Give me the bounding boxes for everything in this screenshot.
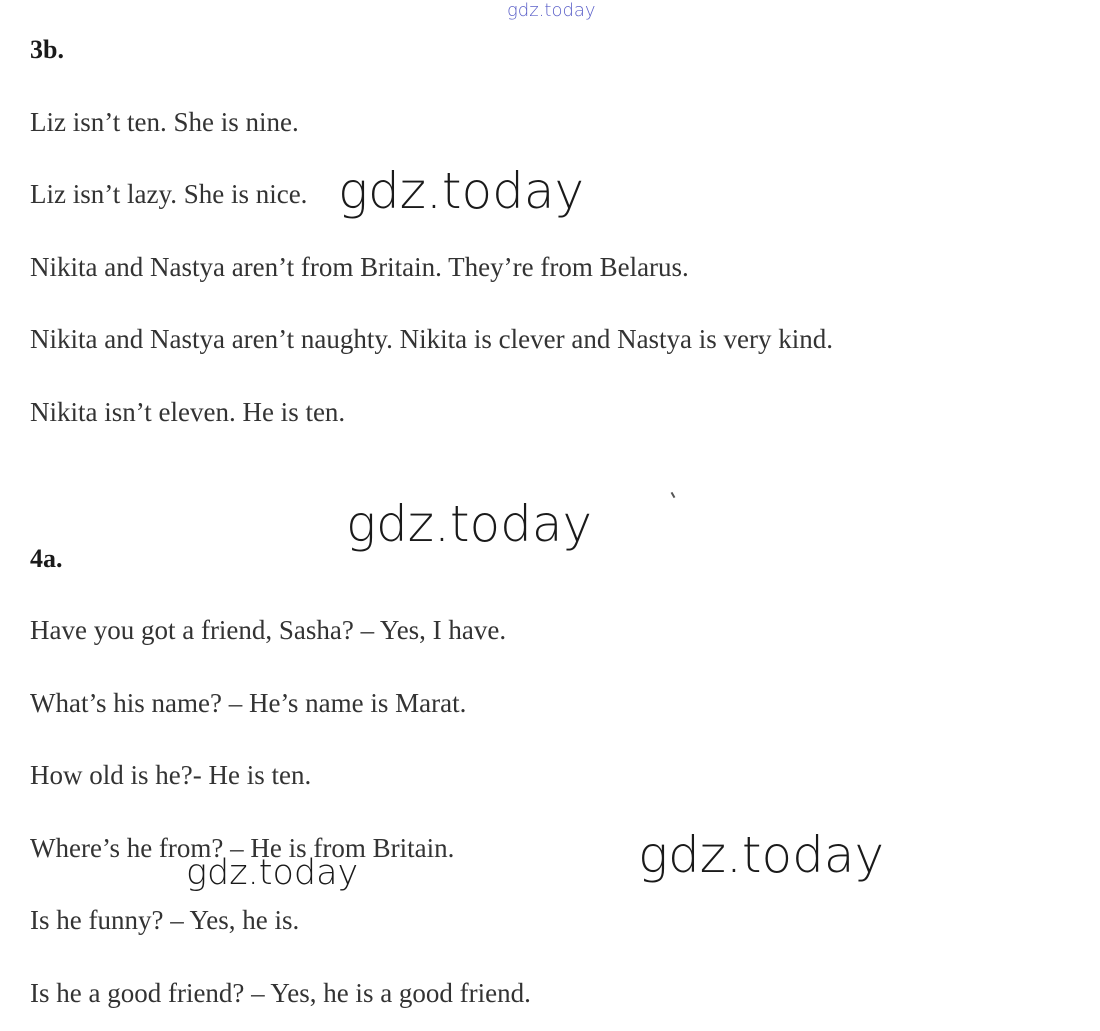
heading-3b: 3b. — [30, 35, 64, 64]
answer-line-3b-2: Liz isn’t lazy. She is nice. — [30, 179, 308, 209]
heading-4a: 4a. — [30, 544, 63, 573]
answer-line-4a-4: Where’s he from? – He is from Britain. — [30, 833, 455, 863]
answer-line-4a-2: What’s his name? – He’s name is Marat. — [30, 688, 467, 718]
answer-line-4a-1: Have you got a friend, Sasha? – Yes, I have. — [30, 615, 507, 645]
answer-line-3b-5: Nikita isn’t eleven. He is ten. — [30, 397, 346, 427]
answer-line-3b-1: Liz isn’t ten. She is nine. — [30, 107, 299, 137]
answer-line-4a-5: Is he funny? – Yes, he is. — [30, 905, 300, 935]
watermark-right: gdz.today — [638, 826, 885, 884]
answer-line-4a-6: Is he a good friend? – Yes, he is a good friend. — [30, 978, 531, 1008]
watermark-middle-1: gdz.today — [338, 162, 585, 220]
watermark-left-small: gdz.today — [186, 853, 359, 893]
answer-line-3b-3: Nikita and Nastya aren’t from Britain. They’re from Belarus. — [30, 252, 689, 282]
watermark-middle-2: gdz.today — [346, 495, 593, 553]
answer-line-4a-3: How old is he?- He is ten. — [30, 760, 312, 790]
watermark-top: gdz.today — [507, 0, 596, 21]
scan-speck — [671, 492, 676, 498]
answer-line-3b-4: Nikita and Nastya aren’t naughty. Nikita is clever and Nastya is very kind. — [30, 324, 834, 354]
